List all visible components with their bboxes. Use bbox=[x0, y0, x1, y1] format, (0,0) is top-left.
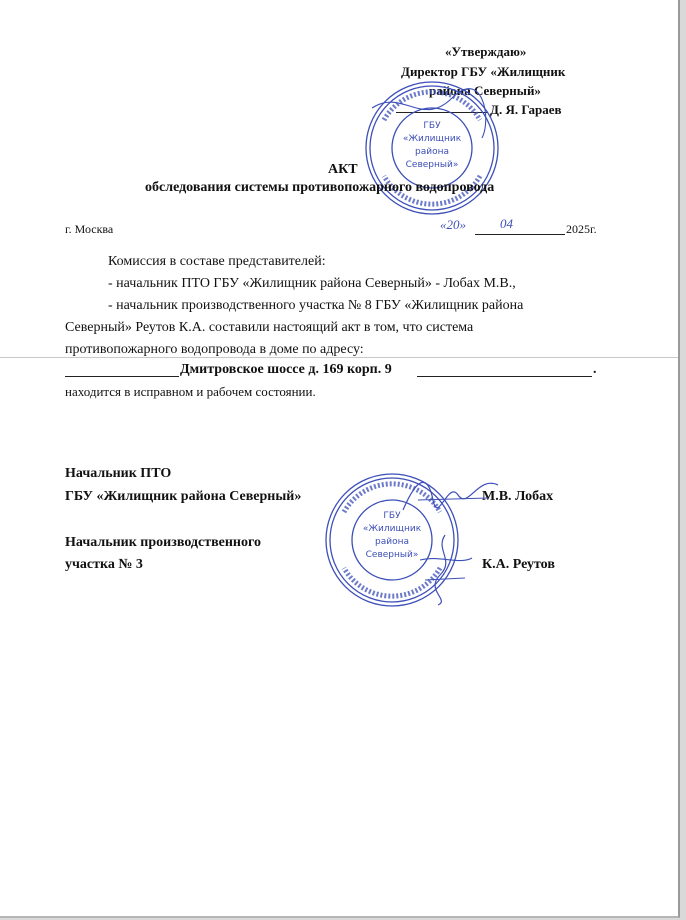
address: Дмитровское шоссе д. 169 корп. 9 bbox=[180, 362, 392, 377]
pto-title-line1: Начальник ПТО bbox=[65, 466, 172, 481]
signature-reutov bbox=[410, 530, 480, 610]
commission-member-1: - начальник ПТО ГБУ «Жилищник района Северный» - Лобах М.В., bbox=[108, 276, 516, 291]
official-stamp-top bbox=[362, 78, 502, 218]
stamp-bottom-line2: «Жилищник bbox=[362, 524, 422, 534]
date-month: 04 bbox=[500, 216, 513, 231]
stamp-top-line2: «Жилищник bbox=[402, 134, 462, 144]
date-day: «20» bbox=[440, 217, 466, 232]
date-year: 2025г. bbox=[566, 222, 597, 236]
address-period: . bbox=[593, 362, 597, 377]
city: г. Москва bbox=[65, 222, 114, 236]
commission-member-2-line1: - начальник производственного участка № 8 ГБУ «Жилищник района bbox=[108, 298, 524, 313]
pto-name: М.В. Лобах bbox=[482, 489, 554, 504]
pto-title-line2: ГБУ «Жилищник района Северный» bbox=[65, 489, 302, 504]
date-underline bbox=[475, 234, 565, 235]
approval-signatory: Д. Я. Гараев bbox=[490, 102, 562, 117]
stamp-top-line1: ГБУ bbox=[423, 121, 441, 131]
stamp-bottom-line3: района bbox=[375, 537, 409, 547]
document-subtitle: обследования системы противопожарного водопровода bbox=[145, 180, 495, 195]
commission-member-2-line2: Северный» Реутов К.А. составили настоящий акт в том, что система bbox=[65, 320, 474, 335]
stamp-bottom-line1: ГБУ bbox=[383, 511, 401, 521]
stamp-bottom-line4: Северный» bbox=[365, 550, 419, 560]
commission-intro: Комиссия в составе представителей: bbox=[108, 254, 326, 269]
stamp-top-line3: района bbox=[415, 147, 449, 157]
section-title-line1: Начальник производственного bbox=[65, 535, 261, 550]
commission-member-2-line3: противопожарного водопровода в доме по адресу: bbox=[65, 342, 364, 357]
approval-position-line2: района Северный» bbox=[429, 83, 541, 98]
address-underline-right bbox=[417, 376, 592, 377]
scan-artifact-line bbox=[0, 357, 678, 358]
address-underline-left bbox=[65, 376, 179, 377]
stamp-top-line4: Северный» bbox=[405, 160, 459, 170]
conclusion: находится в исправном и рабочем состоянии. bbox=[65, 384, 316, 399]
section-name: К.А. Реутов bbox=[482, 557, 555, 572]
section-title-line2: участка № 3 bbox=[65, 557, 143, 572]
document-title: АКТ bbox=[328, 162, 358, 177]
signature-lobakh bbox=[398, 470, 508, 520]
approval-position-line1: Директор ГБУ «Жилищник bbox=[401, 64, 566, 79]
approval-heading: «Утверждаю» bbox=[445, 44, 527, 59]
